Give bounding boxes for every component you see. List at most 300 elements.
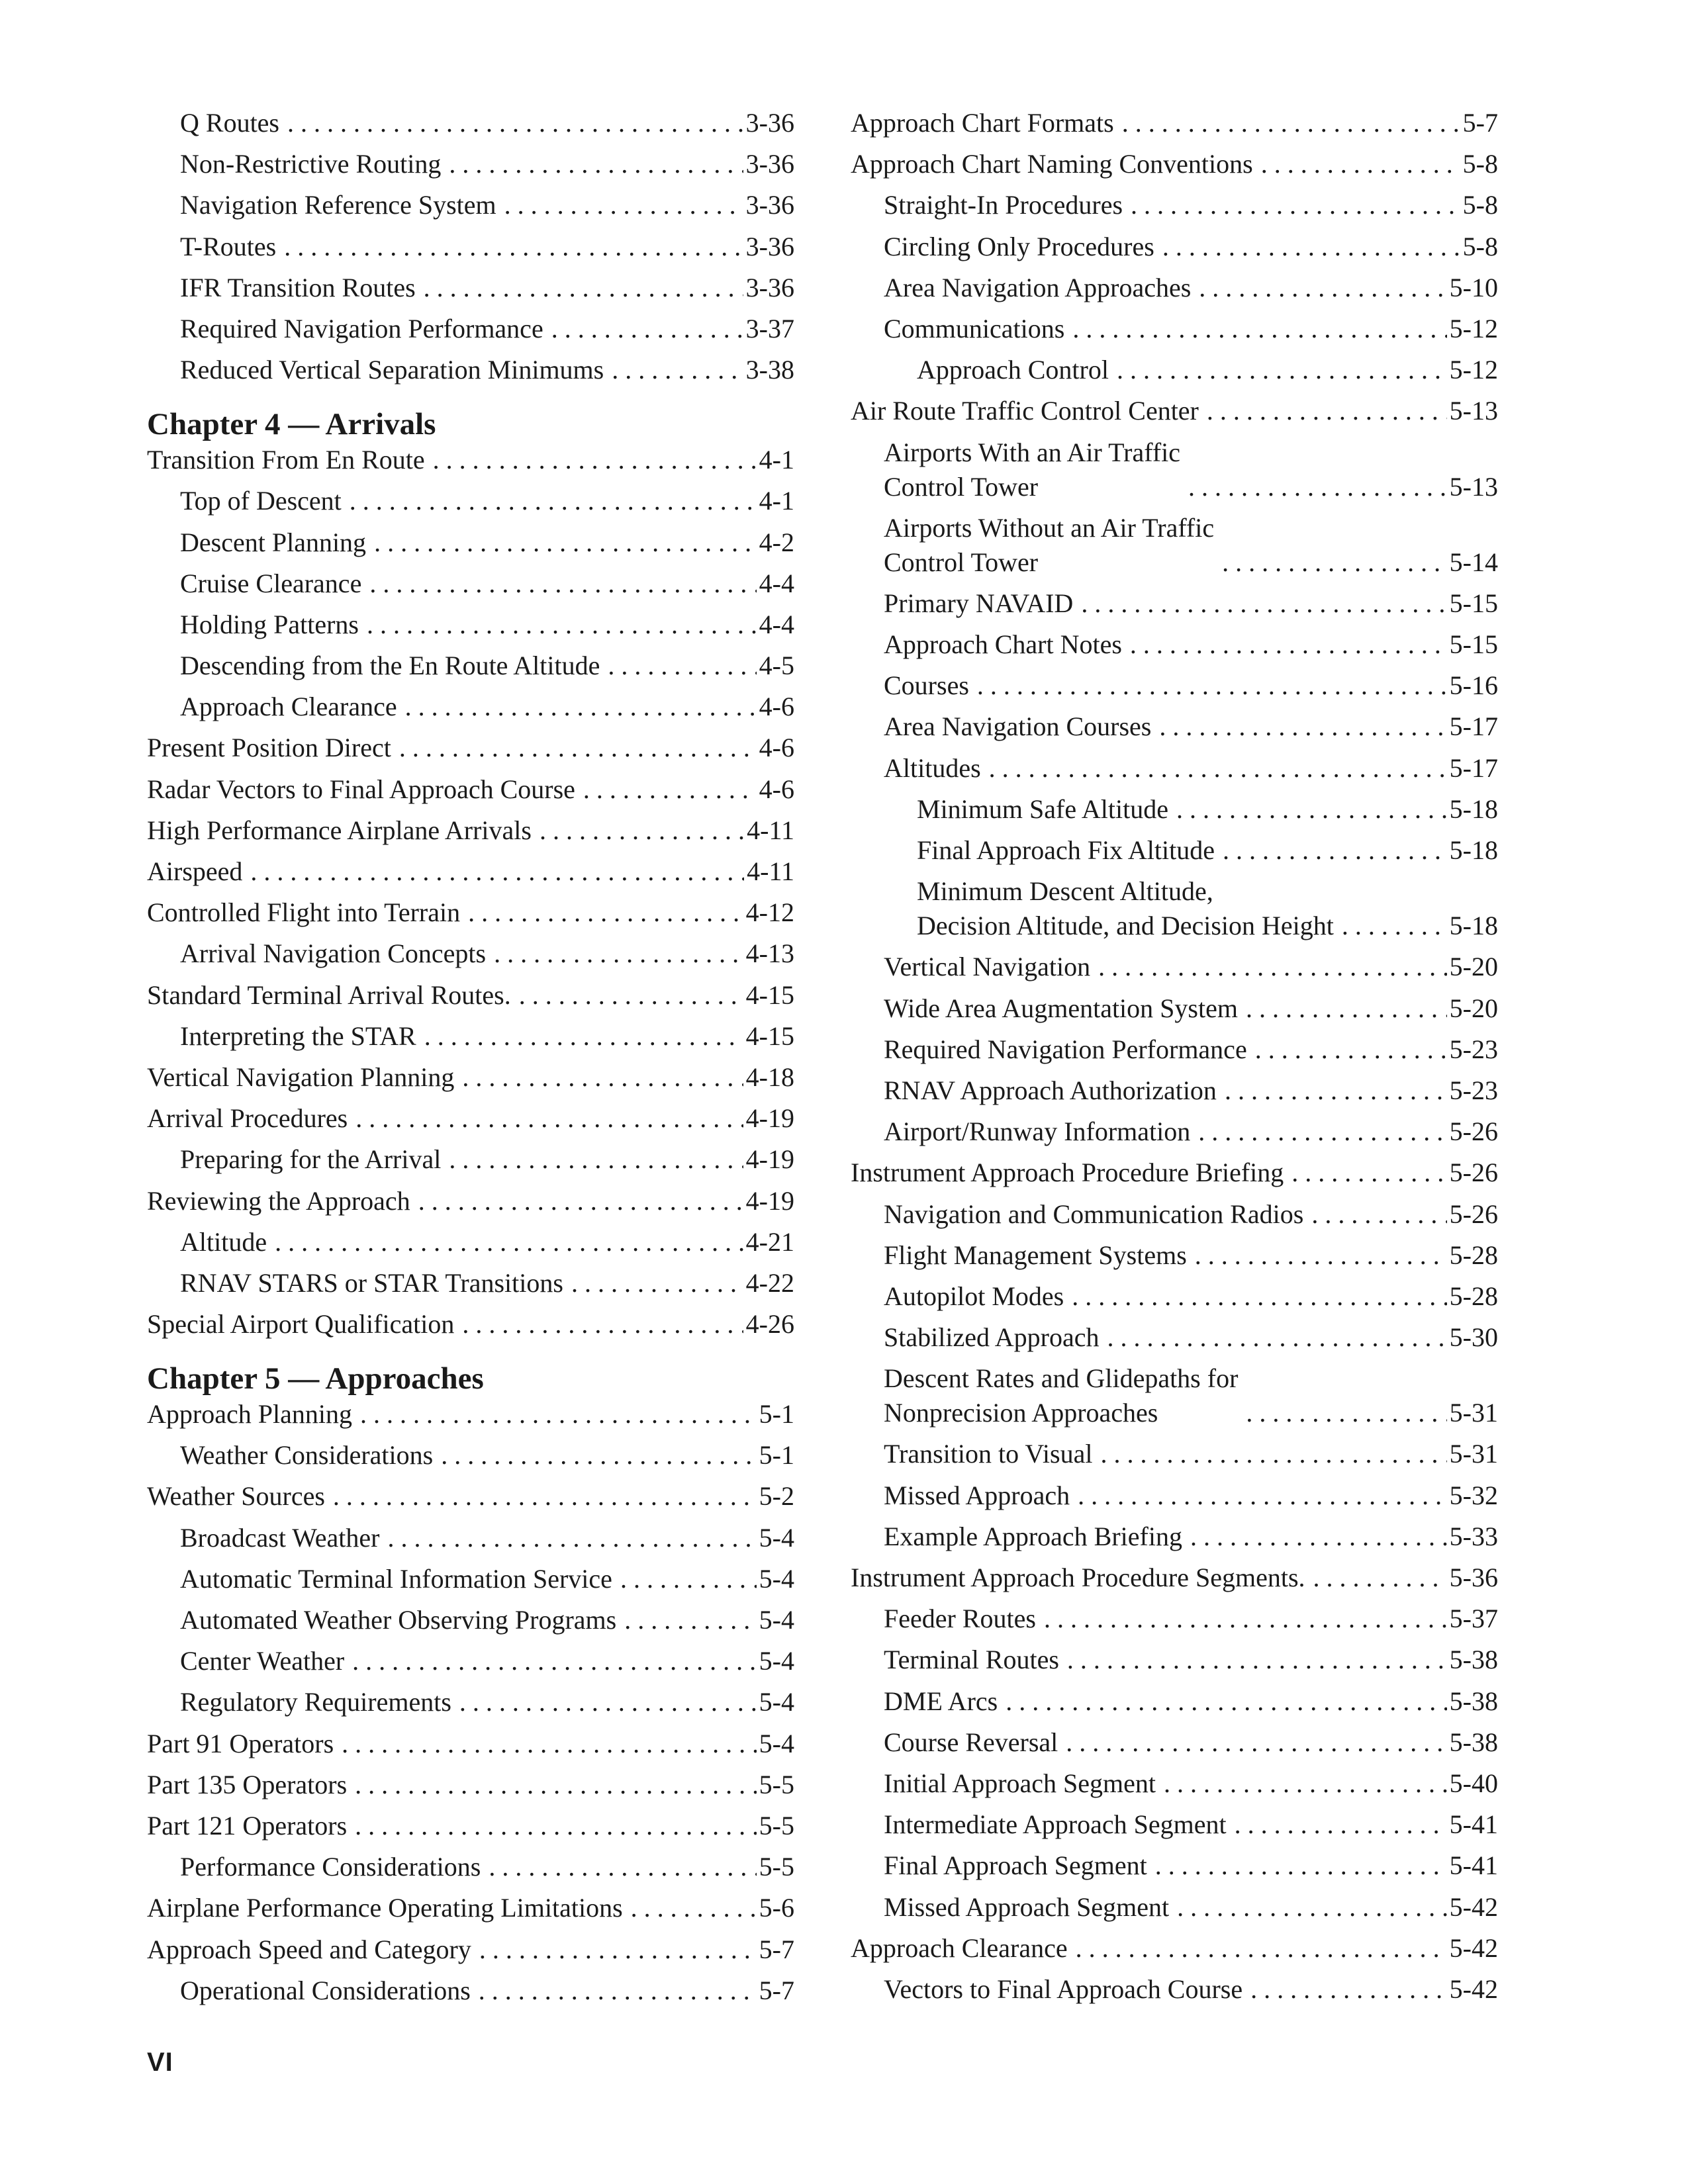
toc-entry-final-approach-segment[interactable] <box>851 1848 1498 1883</box>
toc-entry-title: Reviewing the Approach <box>147 1185 410 1216</box>
dot-leader <box>367 608 757 642</box>
toc-entry-page: 4-11 <box>747 856 794 886</box>
dot-leader <box>1311 1197 1446 1232</box>
toc-entry-holding-patterns[interactable] <box>147 608 794 642</box>
toc-entry-circling-only-procedures[interactable] <box>851 230 1498 264</box>
toc-right-column <box>851 106 1498 2013</box>
toc-entry-instrument-approach-procedure-briefing[interactable] <box>851 1156 1498 1190</box>
dot-leader <box>1100 1437 1446 1471</box>
toc-entry-page: 5-12 <box>1449 355 1498 385</box>
toc-entry-page: 5-5 <box>759 1769 794 1799</box>
dot-leader <box>275 1225 743 1259</box>
dot-leader <box>479 1933 757 1967</box>
toc-entry-page: 4-11 <box>747 815 794 845</box>
toc-entry-title: Reduced Vertical Separation Minimums <box>180 355 604 385</box>
toc-entry-page: 5-26 <box>1449 1199 1498 1229</box>
toc-entry-center-weather[interactable] <box>147 1644 794 1678</box>
toc-entry-title: Airports With an Air Traffic Control Tower <box>884 437 1181 502</box>
dot-leader <box>441 1438 756 1473</box>
toc-entry-high-performance-airplane-arrivals[interactable] <box>147 813 794 848</box>
toc-entry-page: 4-19 <box>745 1185 794 1216</box>
toc-entry-title: Arrival Navigation Concepts <box>180 938 487 969</box>
toc-entry-approach-speed-and-category[interactable] <box>147 1933 794 1967</box>
dot-leader <box>360 1397 757 1432</box>
toc-entry-title: Radar Vectors to Final Approach Course <box>147 774 575 804</box>
toc-entry-regulatory-requirements[interactable] <box>147 1685 794 1719</box>
toc-entry-course-reversal[interactable] <box>851 1725 1498 1760</box>
toc-entry-title: RNAV STARS or STAR Transitions <box>180 1267 563 1298</box>
toc-entry-page: 5-18 <box>1449 835 1498 865</box>
toc-entry-title: Weather Considerations <box>180 1440 434 1471</box>
toc-entry-arrival-navigation-concepts[interactable] <box>147 936 794 971</box>
toc-entry-page: 5-14 <box>1449 547 1498 577</box>
toc-entry-page: 5-17 <box>1449 752 1498 783</box>
toc-entry-title: Area Navigation Approaches <box>884 272 1192 302</box>
dot-leader <box>1207 394 1447 428</box>
toc-entry-page: 5-36 <box>1449 1563 1498 1592</box>
toc-entry-airports-without-an-air-traffic-control-tower[interactable] <box>851 511 1498 580</box>
dot-leader <box>977 668 1447 703</box>
dot-leader <box>1235 1807 1447 1842</box>
dot-leader <box>1177 1890 1447 1925</box>
dot-leader <box>489 1850 756 1884</box>
toc-entry-courses[interactable] <box>851 668 1498 703</box>
toc-entry-transition-to-visual[interactable] <box>851 1437 1498 1471</box>
toc-entry-title: Part 91 Operators <box>147 1728 334 1758</box>
toc-entry-title: High Performance Airplane Arrivals <box>147 815 532 845</box>
toc-entry-page: 4-6 <box>759 774 794 804</box>
toc-entry-page: 5-4 <box>759 1563 794 1594</box>
toc-entry-feeder-routes[interactable] <box>851 1602 1498 1636</box>
toc-entry-page: 5-13 <box>1449 396 1498 426</box>
toc-entry-interpreting-the-star[interactable] <box>147 1019 794 1054</box>
toc-entry-page: 5-15 <box>1449 629 1498 660</box>
dot-leader <box>1159 709 1446 744</box>
toc-entry-title: Minimum Safe Altitude <box>917 794 1168 824</box>
dot-leader <box>1255 1032 1447 1067</box>
toc-entry-approach-chart-formats[interactable] <box>851 106 1498 140</box>
toc-entry-communications[interactable] <box>851 312 1498 346</box>
toc-entry-page: 5-31 <box>1449 1439 1498 1469</box>
toc-entry-page: 5-6 <box>759 1893 794 1923</box>
dot-leader <box>462 1060 743 1095</box>
toc-entry-page: 4-1 <box>759 486 794 516</box>
toc-entry-wide-area-augmentation-system[interactable] <box>851 991 1498 1026</box>
toc-entry-title: Example Approach Briefing <box>884 1521 1182 1551</box>
toc-entry-part-135-operators[interactable] <box>147 1768 794 1802</box>
toc-entry-page: 5-42 <box>1449 1974 1498 2004</box>
toc-entry-title: Top of Descent <box>180 486 342 516</box>
toc-entry-title: Initial Approach Segment <box>884 1768 1156 1798</box>
toc-entry-title: Course Reversal <box>884 1727 1058 1757</box>
toc-entry-title: Cruise Clearance <box>180 568 362 598</box>
dot-leader <box>989 751 1447 786</box>
toc-entry-approach-chart-naming-conventions[interactable] <box>851 147 1498 181</box>
toc-entry-initial-approach-segment[interactable] <box>851 1766 1498 1801</box>
toc-entry-operational-considerations[interactable] <box>147 1974 794 2008</box>
toc-entry-airports-with-an-air-traffic-control-tower[interactable] <box>851 435 1498 504</box>
toc-entry-rnav-approach-authorization[interactable] <box>851 1073 1498 1108</box>
dot-leader <box>433 443 757 477</box>
toc-entry-vectors-to-final-approach-course[interactable] <box>851 1972 1498 2007</box>
dot-leader <box>1250 1972 1447 2007</box>
dot-leader <box>479 1974 757 2008</box>
toc-entry-title: Airspeed <box>147 856 243 886</box>
toc-entry-page: 4-15 <box>745 979 794 1010</box>
toc-entry-title: Automatic Terminal Information Service <box>180 1563 612 1594</box>
toc-entry-navigation-and-communication-radios[interactable] <box>851 1197 1498 1232</box>
toc-entry-minimum-safe-altitude[interactable] <box>851 792 1498 827</box>
toc-entry-title: Transition From En Route <box>147 445 425 475</box>
dot-leader <box>1223 833 1447 868</box>
toc-entry-page: 5-8 <box>1462 149 1498 179</box>
dot-leader <box>387 1521 756 1555</box>
dot-leader <box>1246 991 1447 1026</box>
toc-entry-title: Standard Terminal Arrival Routes. <box>147 979 511 1010</box>
dot-leader <box>504 188 743 222</box>
toc-entry-page: 5-16 <box>1449 670 1498 701</box>
toc-entry-automatic-terminal-information-service[interactable] <box>147 1562 794 1596</box>
toc-entry-title: Autopilot Modes <box>884 1281 1064 1311</box>
toc-entry-altitudes[interactable] <box>851 751 1498 786</box>
toc-entry-dme-arcs[interactable] <box>851 1684 1498 1719</box>
toc-entry-page: 3-37 <box>745 313 794 343</box>
toc-entry-title: Approach Chart Naming Conventions <box>851 149 1253 179</box>
toc-entry-page: 5-31 <box>1449 1398 1498 1428</box>
toc-entry-performance-considerations[interactable] <box>147 1850 794 1884</box>
dot-leader <box>1076 1931 1447 1966</box>
toc-entry-title: T-Routes <box>180 231 277 261</box>
toc-entry-page: 5-26 <box>1449 1158 1498 1188</box>
dot-leader <box>583 772 757 807</box>
toc-entry-title: Regulatory Requirements <box>180 1687 451 1717</box>
toc-entry-descent-planning[interactable] <box>147 525 794 560</box>
toc-entry-title: Straight-In Procedures <box>884 190 1123 220</box>
dot-leader <box>355 1101 743 1136</box>
toc-entry-missed-approach[interactable] <box>851 1479 1498 1513</box>
toc-entry-page: 5-33 <box>1449 1521 1498 1551</box>
dot-leader <box>350 484 757 518</box>
dot-leader <box>1098 950 1447 984</box>
toc-entry-page: 5-26 <box>1449 1116 1498 1147</box>
toc-entry-page: 4-4 <box>759 609 794 639</box>
dot-leader <box>424 1019 743 1054</box>
dot-leader <box>405 690 757 724</box>
toc-entry-page: 4-13 <box>745 938 794 969</box>
toc-entry-page: 5-20 <box>1449 993 1498 1023</box>
toc-entry-title: Preparing for the Arrival <box>180 1144 442 1175</box>
toc-entry-title: Approach Clearance <box>180 692 397 722</box>
toc-entry-page: 5-4 <box>759 1522 794 1553</box>
toc-entry-page: 5-1 <box>759 1440 794 1471</box>
toc-entry-approach-planning[interactable] <box>147 1397 794 1432</box>
toc-entry-descending-from-the-en-route-altitude[interactable] <box>147 649 794 683</box>
toc-entry-title: Center Weather <box>180 1646 345 1676</box>
toc-entry-part-91-operators[interactable] <box>147 1727 794 1761</box>
toc-entry-page: 5-32 <box>1449 1480 1498 1510</box>
toc-entry-title: Special Airport Qualification <box>147 1309 455 1340</box>
toc-entry-arrival-procedures[interactable] <box>147 1101 794 1136</box>
toc-entry-title: Feeder Routes <box>884 1604 1036 1634</box>
chapter-heading: Chapter 5 — Approaches <box>147 1361 484 1396</box>
dot-leader <box>1130 627 1447 662</box>
toc-entry-page: 4-1 <box>759 445 794 475</box>
dot-leader <box>399 731 757 765</box>
dot-leader <box>571 1266 743 1300</box>
toc-entry-title: Arrival Procedures <box>147 1103 348 1134</box>
toc-entry-title: Descending from the En Route Altitude <box>180 651 600 681</box>
toc-entry-missed-approach-segment[interactable] <box>851 1890 1498 1925</box>
toc-entry-title: Present Position Direct <box>147 733 391 763</box>
toc-entry-title: Navigation and Communication Radios <box>884 1199 1304 1229</box>
dot-leader <box>1162 230 1460 264</box>
toc-entry-title: Communications <box>884 313 1065 343</box>
toc-entry-final-approach-fix-altitude[interactable] <box>851 833 1498 868</box>
toc-entry-t-routes[interactable] <box>147 230 794 264</box>
toc-entry-title: Descent Planning <box>180 527 367 557</box>
toc-entry-cruise-clearance[interactable] <box>147 567 794 601</box>
toc-entry-rnav-stars-or-star-transitions[interactable] <box>147 1266 794 1300</box>
toc-entry-reduced-vertical-separation-minimums[interactable] <box>147 353 794 387</box>
dot-leader <box>333 1479 757 1514</box>
toc-entry-flight-management-systems[interactable] <box>851 1238 1498 1273</box>
toc-entry-vertical-navigation[interactable] <box>851 950 1498 984</box>
toc-entry-controlled-flight-into-terrain[interactable] <box>147 895 794 930</box>
toc-entry-title: Approach Speed and Category <box>147 1934 471 1964</box>
dot-leader <box>369 567 756 601</box>
dot-leader <box>449 1142 743 1177</box>
toc-entry-page: 5-5 <box>759 1810 794 1841</box>
dot-leader <box>355 1809 757 1843</box>
toc-entry-title: Interpreting the STAR <box>180 1021 416 1051</box>
toc-entry-airplane-performance-operating-limitations[interactable] <box>147 1891 794 1925</box>
toc-entry-page: 3-38 <box>745 355 794 385</box>
toc-entry-present-position-direct[interactable] <box>147 731 794 765</box>
toc-entry-page: 5-8 <box>1462 231 1498 261</box>
toc-entry-approach-chart-notes[interactable] <box>851 627 1498 662</box>
toc-entry-title: Primary NAVAID <box>884 588 1074 618</box>
toc-entry-page: 3-36 <box>745 149 794 179</box>
toc-entry-page: 5-2 <box>759 1481 794 1512</box>
dot-leader <box>462 1307 743 1342</box>
toc-entry-page: 5-4 <box>759 1728 794 1758</box>
dot-leader <box>1072 1279 1446 1314</box>
toc-entry-standard-terminal-arrival-routes[interactable] <box>147 978 794 1013</box>
toc-entry-navigation-reference-system[interactable] <box>147 188 794 222</box>
toc-entry-title: Transition to Visual <box>884 1439 1093 1469</box>
toc-entry-special-airport-qualification[interactable] <box>147 1307 794 1342</box>
toc-entry-straight-in-procedures[interactable] <box>851 188 1498 222</box>
dot-leader <box>1078 1479 1447 1513</box>
toc-entry-page: 5-4 <box>759 1646 794 1676</box>
toc-entry-stabilized-approach[interactable] <box>851 1320 1498 1355</box>
dot-leader <box>342 1727 757 1761</box>
toc-entry-preparing-for-the-arrival[interactable] <box>147 1142 794 1177</box>
dot-leader <box>1131 188 1460 222</box>
dot-leader <box>1199 271 1446 305</box>
toc-entry-broadcast-weather[interactable] <box>147 1521 794 1555</box>
toc-entry-page: 4-15 <box>745 1021 794 1051</box>
toc-entry-page: 3-36 <box>745 231 794 261</box>
toc-entry-ifr-transition-routes[interactable] <box>147 271 794 305</box>
dot-leader <box>374 525 757 560</box>
toc-entry-title: Holding Patterns <box>180 609 359 639</box>
dot-leader <box>468 895 743 930</box>
toc-entry-page: 4-4 <box>759 568 794 598</box>
toc-entry-page: 5-8 <box>1462 190 1498 220</box>
toc-entry-vertical-navigation-planning[interactable] <box>147 1060 794 1095</box>
toc-entry-descent-rates-and-glidepaths-for-nonprecision-approaches[interactable] <box>851 1361 1498 1430</box>
toc-entry-page: 5-37 <box>1449 1604 1498 1634</box>
toc-entry-page: 4-19 <box>745 1144 794 1175</box>
dot-leader <box>284 230 743 264</box>
toc-entry-altitude[interactable] <box>147 1225 794 1259</box>
toc-entry-page: 5-23 <box>1449 1034 1498 1064</box>
dot-leader <box>612 353 743 387</box>
toc-entry-top-of-descent[interactable] <box>147 484 794 518</box>
dot-leader <box>1066 1725 1446 1760</box>
toc-entry-page: 5-28 <box>1449 1281 1498 1311</box>
toc-entry-title: Q Routes <box>180 108 279 138</box>
dot-leader <box>355 1768 757 1802</box>
dot-leader <box>1342 909 1447 943</box>
toc-entry-primary-navaid[interactable] <box>851 586 1498 621</box>
toc-entry-title: Descent Rates and Glidepaths for Nonprecision Approaches <box>884 1363 1239 1428</box>
dot-leader <box>1155 1848 1447 1883</box>
toc-entry-required-navigation-performance[interactable] <box>147 312 794 346</box>
toc-entry-page: 5-30 <box>1449 1322 1498 1353</box>
dot-leader <box>1222 545 1447 580</box>
toc-entry-title: Courses <box>884 670 969 701</box>
toc-entry-page: 5-15 <box>1449 588 1498 618</box>
toc-entry-title: Non-Restrictive Routing <box>180 149 442 179</box>
toc-entry-air-route-traffic-control-center[interactable] <box>851 394 1498 428</box>
toc-entry-page: 5-4 <box>759 1605 794 1635</box>
toc-entry-title: Automated Weather Observing Programs <box>180 1605 617 1635</box>
toc-entry-title: Final Approach Segment <box>884 1850 1147 1881</box>
toc-entry-terminal-routes[interactable] <box>851 1643 1498 1677</box>
toc-entry-required-navigation-performance[interactable] <box>851 1032 1498 1067</box>
dot-leader <box>551 312 743 346</box>
toc-entry-page: 5-13 <box>1449 471 1498 502</box>
toc-entry-title: Altitude <box>180 1226 267 1257</box>
dot-leader <box>1190 1520 1447 1554</box>
toc-entry-approach-control[interactable] <box>851 353 1498 387</box>
dot-leader <box>1122 106 1460 140</box>
toc-entry-airport-runway-information[interactable] <box>851 1115 1498 1149</box>
toc-entry-title: Circling Only Procedures <box>884 231 1154 261</box>
toc-entry-page: 3-36 <box>745 272 794 302</box>
toc-entry-title: Airplane Performance Operating Limitations <box>147 1893 623 1923</box>
dot-leader <box>539 813 744 848</box>
toc-entry-page: 5-4 <box>759 1687 794 1717</box>
toc-entry-title: Required Navigation Performance <box>884 1034 1247 1064</box>
toc-entry-title: Approach Chart Notes <box>884 629 1122 660</box>
toc-entry-title: Missed Approach Segment <box>884 1891 1170 1922</box>
toc-entry-title: Part 121 Operators <box>147 1810 348 1841</box>
dot-leader <box>624 1603 756 1637</box>
dot-leader <box>250 854 744 889</box>
toc-entry-example-approach-briefing[interactable] <box>851 1520 1498 1554</box>
toc-entry-page: 5-7 <box>1462 108 1498 138</box>
toc-entry-non-restrictive-routing[interactable] <box>147 147 794 181</box>
toc-entry-title: Instrument Approach Procedure Segments. <box>851 1563 1305 1592</box>
toc-entry-page: 5-38 <box>1449 1727 1498 1757</box>
toc-entry-page: 4-2 <box>759 527 794 557</box>
toc-entry-approach-clearance[interactable] <box>147 690 794 724</box>
toc-entry-page: 4-5 <box>759 651 794 681</box>
toc-entry-title: Altitudes <box>884 752 981 783</box>
toc-entry-page: 5-17 <box>1449 711 1498 742</box>
toc-entry-transition-from-en-route[interactable] <box>147 443 794 477</box>
toc-entry-title: Airports Without an Air Traffic Control Tower <box>884 512 1215 577</box>
toc-entry-page: 4-26 <box>745 1309 794 1340</box>
dot-leader <box>287 106 743 140</box>
toc-entry-title: Air Route Traffic Control Center <box>851 396 1199 426</box>
toc-entry-page: 4-21 <box>745 1226 794 1257</box>
toc-entry-part-121-operators[interactable] <box>147 1809 794 1843</box>
dot-leader <box>418 1184 743 1218</box>
dot-leader <box>608 649 756 683</box>
dot-leader <box>1081 586 1446 621</box>
toc-entry-autopilot-modes[interactable] <box>851 1279 1498 1314</box>
dot-leader <box>1067 1643 1447 1677</box>
toc-entry-title: Approach Clearance <box>851 1933 1068 1963</box>
toc-entry-page: 5-5 <box>759 1852 794 1882</box>
toc-entry-title: Intermediate Approach Segment <box>884 1809 1227 1840</box>
toc-entry-minimum-descent-altitude-decision-altitude-and-decision-height[interactable] <box>851 874 1498 943</box>
toc-entry-radar-vectors-to-final-approach-course[interactable] <box>147 772 794 807</box>
dot-leader <box>494 936 743 971</box>
dot-leader <box>1072 312 1446 346</box>
toc-entry-page: 5-23 <box>1449 1075 1498 1105</box>
toc-entry-instrument-approach-procedure-segments[interactable] <box>851 1561 1498 1595</box>
toc-entry-page: 4-6 <box>759 733 794 763</box>
toc-entry-page: 4-6 <box>759 692 794 722</box>
toc-entry-title: Performance Considerations <box>180 1852 481 1882</box>
toc-entry-approach-clearance[interactable] <box>851 1931 1498 1966</box>
toc-entry-title: Operational Considerations <box>180 1975 471 2005</box>
toc-entry-intermediate-approach-segment[interactable] <box>851 1807 1498 1842</box>
dot-leader <box>1246 1396 1446 1430</box>
toc-entry-title: Approach Planning <box>147 1399 352 1430</box>
toc-entry-page: 3-36 <box>745 108 794 138</box>
toc-entry-title: Missed Approach <box>884 1480 1070 1510</box>
toc-entry-title: Weather Sources <box>147 1481 325 1512</box>
dot-leader <box>1291 1156 1446 1190</box>
toc-entry-page: 3-36 <box>745 190 794 220</box>
toc-entry-page: 5-18 <box>1449 794 1498 824</box>
toc-entry-automated-weather-observing-programs[interactable] <box>147 1603 794 1637</box>
toc-entry-page: 5-42 <box>1449 1891 1498 1922</box>
toc-entry-page: 5-10 <box>1449 272 1498 302</box>
toc-entry-weather-considerations[interactable] <box>147 1438 794 1473</box>
toc-entry-q-routes[interactable] <box>147 106 794 140</box>
toc-entry-title: Navigation Reference System <box>180 190 496 220</box>
toc-entry-title: Flight Management Systems <box>884 1240 1187 1270</box>
toc-entry-airspeed[interactable] <box>147 854 794 889</box>
toc-entry-area-navigation-courses[interactable] <box>851 709 1498 744</box>
dot-leader <box>1195 1238 1447 1273</box>
toc-entry-page: 5-18 <box>1449 911 1498 941</box>
toc-entry-title: Airport/Runway Information <box>884 1116 1191 1147</box>
toc-entry-area-navigation-approaches[interactable] <box>851 271 1498 305</box>
toc-entry-title: RNAV Approach Authorization <box>884 1075 1217 1105</box>
toc-entry-weather-sources[interactable] <box>147 1479 794 1514</box>
dot-leader <box>1117 353 1447 387</box>
toc-entry-reviewing-the-approach[interactable] <box>147 1184 794 1218</box>
dot-leader <box>1225 1073 1447 1108</box>
